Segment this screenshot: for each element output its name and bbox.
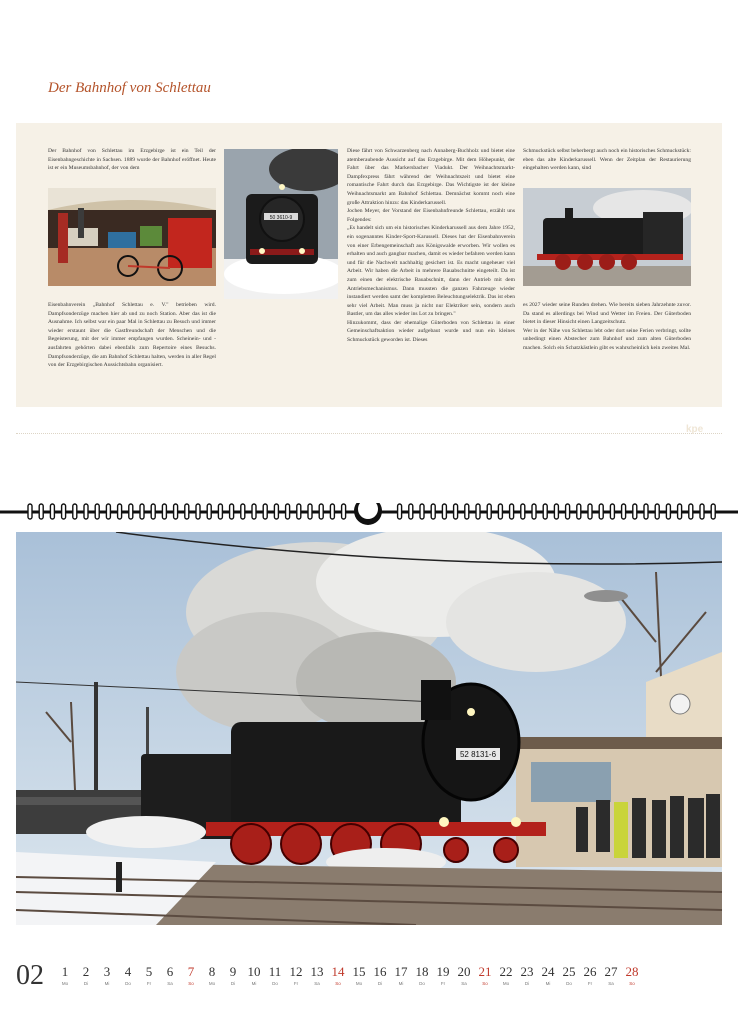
day-strip bbox=[54, 964, 654, 994]
binding-ring bbox=[622, 504, 626, 519]
weekday-label: Fr bbox=[293, 981, 299, 986]
weekday-label: Do bbox=[566, 981, 572, 986]
binding-ring bbox=[118, 504, 122, 519]
binding-ring bbox=[476, 504, 480, 519]
day-number: 20 bbox=[457, 964, 471, 979]
article-panel bbox=[16, 123, 722, 407]
binding-ring bbox=[230, 504, 234, 519]
binding-ring bbox=[218, 504, 222, 519]
binding-ring bbox=[610, 504, 614, 519]
calendar-day bbox=[495, 964, 517, 988]
day-number: 16 bbox=[373, 964, 387, 979]
paragraph: Diese fährt von Schwarzenberg nach Annaberg-Buchholz und bietet eine atemberaubende Aussicht auf das Erzgebirge. Mit dem Höhepunkt, der Fahrt über das Markersbacher Viadukt. Der Weihnachtsmarkt-Dampfexpress fährt während der Weihnachtszeit und bietet eine romantische Fahrt durch das Erzgebirge. Das Wichtigste ist der kleine Weihnachtsmarkt am Bahnhof Schlettau. Demnächst kommt noch eine große Attraktion hinzu: das Kinderkarussell. bbox=[347, 148, 515, 206]
day-number: 3 bbox=[103, 964, 111, 979]
column-1-top bbox=[48, 147, 216, 173]
day-number: 10 bbox=[247, 964, 261, 979]
binding-ring bbox=[319, 504, 323, 519]
calendar-day bbox=[411, 964, 433, 988]
calendar-day bbox=[516, 964, 538, 988]
day-number: 1 bbox=[61, 964, 69, 979]
binding-ring bbox=[678, 504, 682, 519]
calendar-day bbox=[327, 964, 349, 988]
binding-ring bbox=[633, 504, 637, 519]
weekday-label: Do bbox=[125, 981, 131, 986]
binding-ring bbox=[566, 504, 570, 519]
day-number: 14 bbox=[331, 964, 345, 979]
day-number: 27 bbox=[604, 964, 618, 979]
binding-ring bbox=[274, 504, 278, 519]
binding-ring bbox=[62, 504, 66, 519]
calendar-day bbox=[558, 964, 580, 988]
binding-ring bbox=[521, 504, 525, 519]
binding-ring bbox=[487, 504, 491, 519]
top-page bbox=[0, 0, 738, 500]
binding-ring bbox=[420, 504, 424, 519]
binding-ring bbox=[510, 504, 514, 519]
weekday-label: Fr bbox=[587, 981, 593, 986]
paragraph: Schmuckstück selbst beherbergt auch noch ein historisches Schmuckstück: eben das alte Kinderkarussell. Wenn der Zeitplan der Restaurierung eingehalten werden kann, sind bbox=[523, 148, 691, 172]
main-steam-train-photo bbox=[16, 532, 722, 925]
day-number: 6 bbox=[166, 964, 174, 979]
calendar-day bbox=[222, 964, 244, 988]
weekday-label: Sa bbox=[608, 981, 614, 986]
binding-ring bbox=[588, 504, 592, 519]
binding-ring bbox=[431, 504, 435, 519]
day-number: 2 bbox=[82, 964, 90, 979]
binding-ring bbox=[711, 504, 715, 519]
day-number: 25 bbox=[562, 964, 576, 979]
weekday-label: Sa bbox=[167, 981, 173, 986]
column-1-bottom bbox=[48, 301, 216, 370]
weekday-label: Di bbox=[83, 981, 89, 986]
column-2 bbox=[347, 147, 515, 345]
weekday-label: Mi bbox=[104, 981, 110, 986]
day-number: 12 bbox=[289, 964, 303, 979]
binding-ring bbox=[543, 504, 547, 519]
calendar-day bbox=[117, 964, 139, 988]
binding-ring bbox=[442, 504, 446, 519]
calendar-day bbox=[621, 964, 643, 988]
calendar-day bbox=[285, 964, 307, 988]
weekday-label: Mi bbox=[545, 981, 551, 986]
calendar-day bbox=[159, 964, 181, 988]
binding-ring bbox=[330, 504, 334, 519]
binding-ring bbox=[140, 504, 144, 519]
article-title: Der Bahnhof von Schlettau bbox=[48, 80, 211, 96]
calendar-day bbox=[180, 964, 202, 988]
binding-ring bbox=[554, 504, 558, 519]
day-number: 15 bbox=[352, 964, 366, 979]
calendar-day bbox=[390, 964, 412, 988]
weekday-label: Mo bbox=[208, 981, 216, 986]
weekday-label: Di bbox=[230, 981, 236, 986]
paragraph: „Es handelt sich um ein historisches Kinderkarussell aus dem Jahre 1952, ein sogenanntes Kinder-Sport-Karussell. Dieses hat der Eisenbahnverein von einer Erbengemeinschaft aus Königswalde erworben. Wir wollen es erhalten und auch gangbar machen, damit es wieder befahren werden kann und für die Nachwelt nachhaltig gesichert ist. Es macht ungeheuer viel Arbeit. Wir haben die Arbeit in mehrere Bauabschnitte eingeteilt. Da ist zum einen der elektrische Bauabschnitt, dann der Antrieb mit dem Antriebsmechanismus. Dann mussten die ganzen Fahrzeuge wieder instandiert werden samt der kompletten Beleuchtungselektrik. Das ist eben sehr viel Arbeit. Man muss ja nicht nur Elektriker sein, sondern auch Bastler, um das alles wieder ins Lot zu bringen." bbox=[347, 225, 515, 318]
weekday-label: Sa bbox=[461, 981, 467, 986]
day-number: 13 bbox=[310, 964, 324, 979]
spiral-binding bbox=[0, 503, 738, 525]
calendar-day bbox=[54, 964, 76, 988]
calendar-day bbox=[138, 964, 160, 988]
calendar-day bbox=[306, 964, 328, 988]
day-number: 26 bbox=[583, 964, 597, 979]
binding-ring bbox=[129, 504, 133, 519]
weekday-label: Mi bbox=[398, 981, 404, 986]
weekday-label: Mo bbox=[61, 981, 69, 986]
calendar-day bbox=[600, 964, 622, 988]
calendar-day bbox=[432, 964, 454, 988]
binding-ring bbox=[409, 504, 413, 519]
paragraph: Wer in der Nähe von Schlettau lebt oder dort seine Ferien verbringt, sollte unbedingt einen Abstecher zum Bahnhof und zum alten Güterboden machen. Solch ein Schatzkästlein gibt es wahrscheinlich kein zweites Mal. bbox=[523, 327, 691, 351]
calendar-day bbox=[369, 964, 391, 988]
day-number: 8 bbox=[208, 964, 216, 979]
binding-ring bbox=[73, 504, 77, 519]
binding-ring bbox=[28, 504, 32, 519]
month-number: 02 bbox=[16, 960, 44, 991]
binding-ring bbox=[577, 504, 581, 519]
binding-ring bbox=[286, 504, 290, 519]
binding-ring bbox=[50, 504, 54, 519]
day-number: 18 bbox=[415, 964, 429, 979]
binding-ring bbox=[700, 504, 704, 519]
binding-ring bbox=[84, 504, 88, 519]
paragraph: Eisenbahnverein „Bahnhof Schlettau e. V." betrieben wird. Dampfsonderzüge machen hier ab und zu noch Station. Aber das ist die Ausnahme. Ich selbst war ein paar Mal in Schlettau zu Besuch und immer wieder erstaunt über die Gastfreundschaft der Menschen und die Begeisterung, mit der wir immer empfangen wurden. Scheinein- und -ausfahrten gehörten dabei ebenfalls zum Repertoire eines Besuchs. Dampfsonderzüge, die am Bahnhof Schlettau halten, werden in aller Regel von der Erzgebirgischen Aussichtsbahn organisiert. bbox=[48, 302, 216, 369]
day-number: 24 bbox=[541, 964, 555, 979]
weekday-label: Di bbox=[377, 981, 383, 986]
calendar-day bbox=[453, 964, 475, 988]
column-3-bottom bbox=[523, 301, 691, 353]
binding-ring bbox=[252, 504, 256, 519]
binding-ring bbox=[666, 504, 670, 519]
binding-ring bbox=[689, 504, 693, 519]
binding-ring bbox=[398, 504, 402, 519]
binding-ring bbox=[95, 504, 99, 519]
calendar-day bbox=[537, 964, 559, 988]
day-number: 21 bbox=[478, 964, 492, 979]
paragraph: Jochen Meyer, der Vorstand der Eisenbahnfreunde Schlettau, erzählt uns Folgendes: bbox=[347, 208, 515, 223]
binding-ring bbox=[207, 504, 211, 519]
day-number: 28 bbox=[625, 964, 639, 979]
binding-ring bbox=[241, 504, 245, 519]
weekday-label: So bbox=[335, 981, 341, 986]
carousel-photo bbox=[48, 188, 216, 286]
binding-ring bbox=[342, 504, 346, 519]
weekday-label: So bbox=[188, 981, 194, 986]
calendar-day bbox=[579, 964, 601, 988]
binding-ring bbox=[644, 504, 648, 519]
day-number: 17 bbox=[394, 964, 408, 979]
weekday-label: Fr bbox=[146, 981, 152, 986]
small-loco-number: 50 3610-9 bbox=[269, 215, 293, 221]
column-3-top bbox=[523, 147, 691, 173]
binding-ring bbox=[454, 504, 458, 519]
calendar-day bbox=[348, 964, 370, 988]
publisher-logo: kpe bbox=[686, 424, 704, 435]
binding-ring bbox=[106, 504, 110, 519]
day-number: 5 bbox=[145, 964, 153, 979]
weekday-label: Fr bbox=[440, 981, 446, 986]
weekday-label: Do bbox=[272, 981, 278, 986]
binding-ring bbox=[532, 504, 536, 519]
paragraph: Der Bahnhof von Schlettau im Erzgebirge ist ein Teil der Eisenbahngeschichte in Sachsen. 1889 wurde der Bahnhof eröffnet. Heute ist er ein Museumsbahnhof, der von dem bbox=[48, 148, 216, 172]
binding-ring bbox=[599, 504, 603, 519]
binding-ring bbox=[185, 504, 189, 519]
binding-ring bbox=[174, 504, 178, 519]
day-number: 9 bbox=[229, 964, 237, 979]
binding-ring bbox=[39, 504, 43, 519]
weekday-label: Di bbox=[524, 981, 530, 986]
weekday-label: So bbox=[629, 981, 635, 986]
paragraph: Hinzukommt, dass der ehemalige Güterboden von Schlettau in einer Gemeinschaftsaktion wieder aufgebaut wurde und nun ein kleines Schmuckstück geworden ist. Dieses bbox=[347, 319, 515, 344]
locomotive-side-photo bbox=[523, 188, 691, 286]
day-number: 7 bbox=[187, 964, 195, 979]
weekday-label: Sa bbox=[314, 981, 320, 986]
binding-ring bbox=[297, 504, 301, 519]
binding-ring bbox=[465, 504, 469, 519]
day-number: 4 bbox=[124, 964, 132, 979]
day-number: 22 bbox=[499, 964, 513, 979]
weekday-label: Do bbox=[419, 981, 425, 986]
weekday-label: Mo bbox=[355, 981, 363, 986]
binding-ring bbox=[498, 504, 502, 519]
binding-ring bbox=[162, 504, 166, 519]
binding-ring bbox=[263, 504, 267, 519]
calendar-day bbox=[75, 964, 97, 988]
binding-ring bbox=[655, 504, 659, 519]
locomotive-number: 52 8131-6 bbox=[459, 750, 497, 759]
calendar-day bbox=[201, 964, 223, 988]
weekday-label: Mi bbox=[251, 981, 257, 986]
binding-ring bbox=[151, 504, 155, 519]
calendar-day bbox=[243, 964, 265, 988]
calendar-day bbox=[96, 964, 118, 988]
day-number: 19 bbox=[436, 964, 450, 979]
divider bbox=[16, 433, 722, 434]
weekday-label: So bbox=[482, 981, 488, 986]
binding-ring bbox=[196, 504, 200, 519]
binding-ring bbox=[308, 504, 312, 519]
calendar-day bbox=[474, 964, 496, 988]
steam-locomotive-photo bbox=[224, 149, 338, 299]
day-number: 23 bbox=[520, 964, 534, 979]
paragraph: es 2027 wieder seine Runden drehen. Wie bereits sieben Jahrzehnte zuvor. Da stand es allerdings bei Wind und Wetter im Freien. Der Güterboden bietet in dieser Hinsicht einen Langzeitschutz. bbox=[523, 302, 691, 326]
calendar-day bbox=[264, 964, 286, 988]
weekday-label: Mo bbox=[502, 981, 510, 986]
day-number: 11 bbox=[268, 964, 282, 979]
